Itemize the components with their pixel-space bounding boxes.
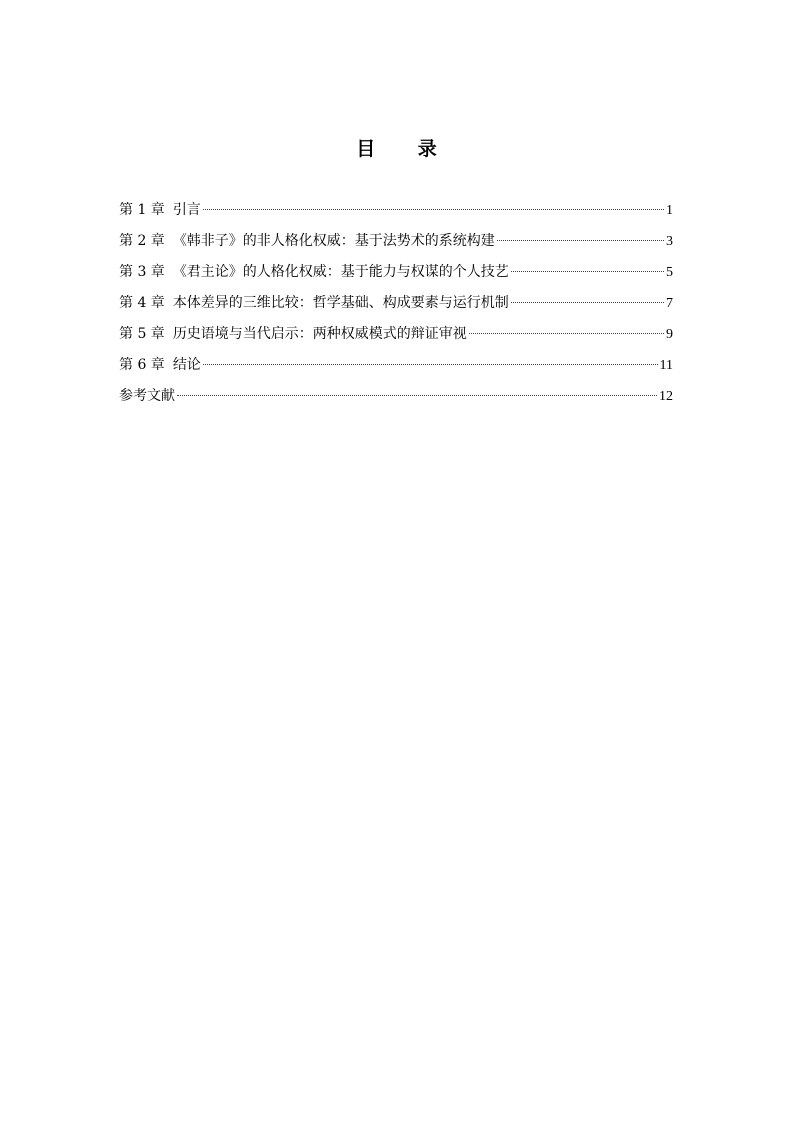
toc-chapter-number: 第 2 章	[119, 233, 165, 249]
toc-entry-title: 本体差异的三维比较：哲学基础、构成要素与运行机制	[172, 295, 509, 311]
toc-page-number: 1	[666, 203, 673, 218]
toc-page-number: 12	[659, 389, 673, 404]
toc-entry-title: 结论	[172, 357, 201, 373]
toc-chapter-number: 第 4 章	[119, 295, 165, 311]
toc-entry-chapter-1[interactable]	[119, 198, 673, 229]
toc-chapter-number: 第 5 章	[119, 326, 165, 342]
toc-entry-references[interactable]	[119, 384, 673, 415]
toc-chapter-number: 第 6 章	[119, 357, 165, 373]
toc-leader-dots	[203, 209, 664, 210]
toc-page-number: 3	[666, 234, 673, 249]
toc-entry-chapter-6[interactable]	[119, 353, 673, 384]
toc-leader-dots	[511, 271, 664, 272]
toc-leader-dots	[203, 364, 658, 365]
toc-leader-dots	[469, 333, 664, 334]
toc-entry-title: 参考文献	[119, 388, 175, 404]
toc-leader-dots	[511, 302, 664, 303]
toc-leader-dots	[177, 395, 657, 396]
toc-entry-chapter-4[interactable]	[119, 291, 673, 322]
toc-page-number: 11	[659, 358, 673, 373]
toc-entry-title: 《韩非子》的非人格化权威：基于法势术的系统构建	[172, 233, 495, 249]
toc-entry-title: 《君主论》的人格化权威：基于能力与权谋的个人技艺	[172, 264, 509, 280]
toc-page-number: 5	[666, 265, 673, 280]
toc-entry-chapter-2[interactable]	[119, 229, 673, 260]
toc-chapter-number: 第 1 章	[119, 202, 165, 218]
toc-entry-chapter-5[interactable]	[119, 322, 673, 353]
toc-title: 目 录	[356, 138, 455, 160]
toc-entry-chapter-3[interactable]	[119, 260, 673, 291]
toc-entry-title: 历史语境与当代启示：两种权威模式的辩证审视	[172, 326, 467, 342]
toc-page-number: 9	[666, 327, 673, 342]
toc-page-number: 7	[666, 296, 673, 311]
toc-leader-dots	[497, 240, 664, 241]
toc-entry-title: 引言	[172, 202, 201, 218]
toc-chapter-number: 第 3 章	[119, 264, 165, 280]
toc-list	[119, 198, 673, 415]
